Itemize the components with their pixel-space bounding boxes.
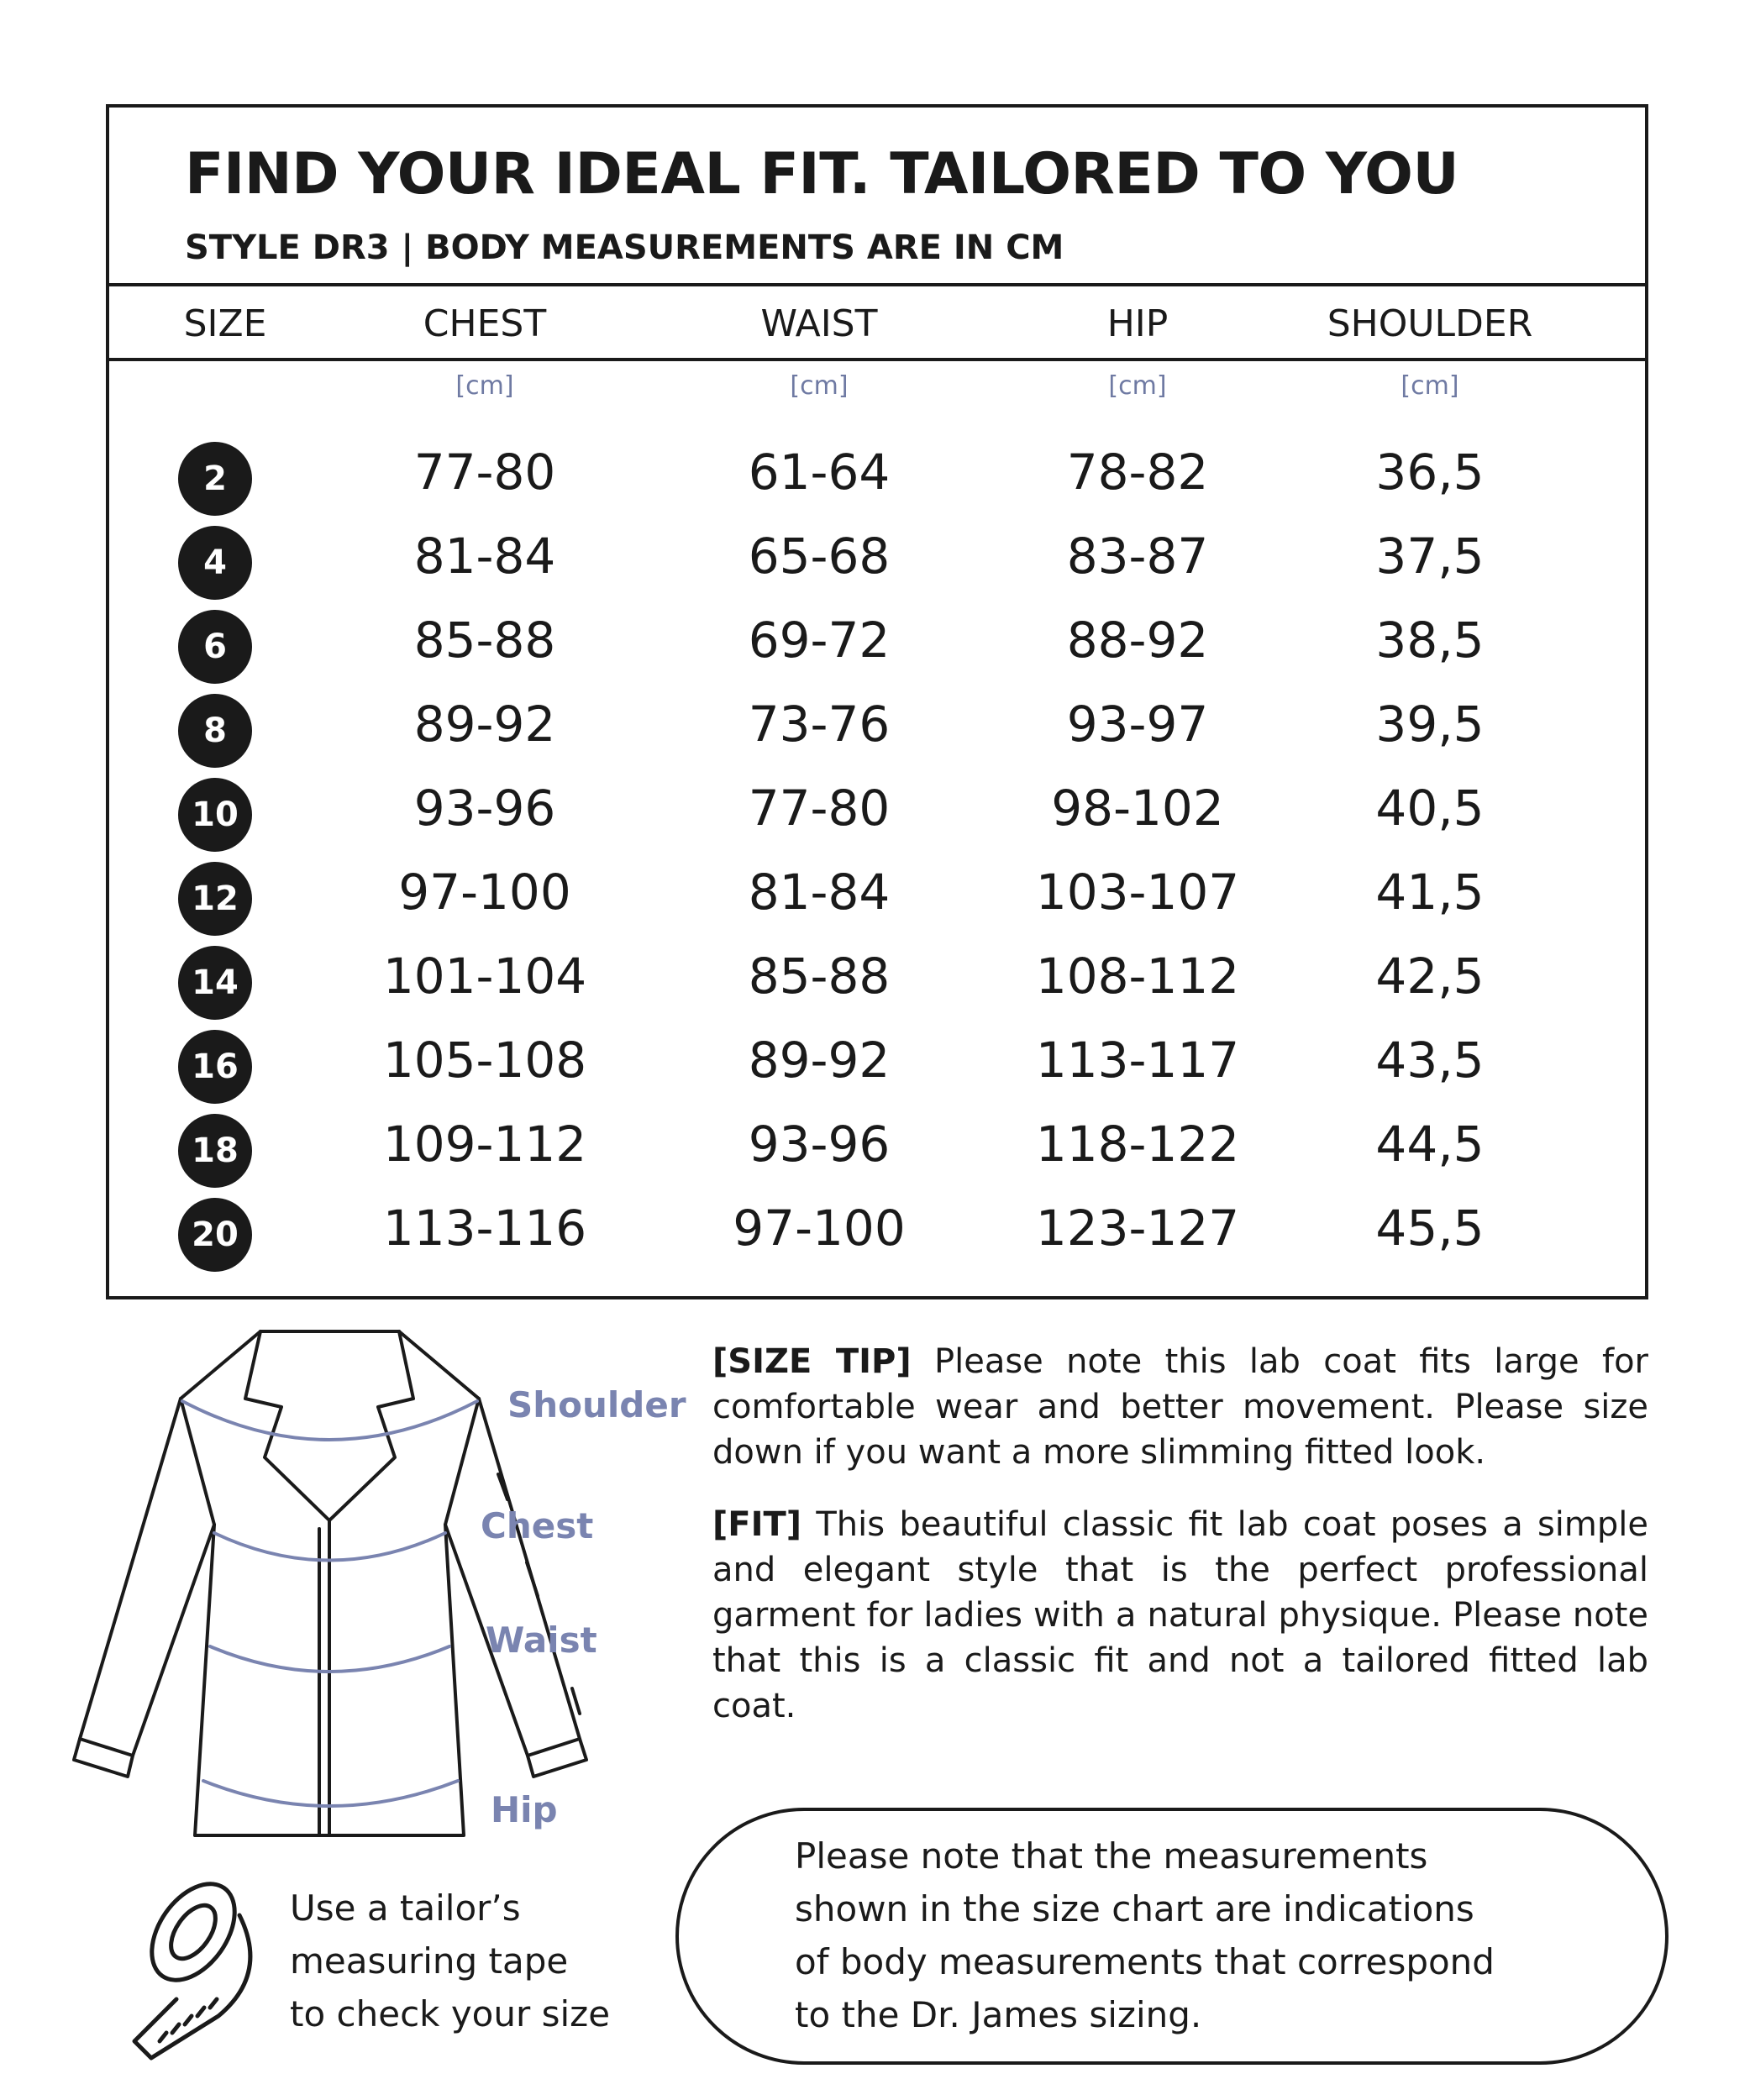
note-line: shown in the size chart are indications	[795, 1888, 1474, 1929]
waist-value: 65-68	[748, 528, 891, 585]
size-badge: 16	[178, 1030, 252, 1104]
shoulder-value: 41,5	[1375, 864, 1485, 921]
fit-text: This beautiful classic fit lab coat poses a simple and elegant style that is the perfect professional garment for ladies with a natural physique. Please note that this is a classic fit and not a tailored fitted lab coat.	[712, 1505, 1648, 1725]
label-hip: Hip	[491, 1789, 558, 1830]
chest-value: 77-80	[413, 444, 556, 501]
waist-value: 93-96	[748, 1116, 891, 1173]
header-divider-top	[106, 283, 1648, 286]
shoulder-value: 39,5	[1375, 696, 1485, 753]
unit-hip: [cm]	[1108, 371, 1167, 401]
table-row	[0, 852, 1750, 936]
table-row	[0, 600, 1750, 684]
table-row	[0, 1104, 1750, 1188]
size-badge: 12	[178, 862, 252, 936]
chest-value: 109-112	[382, 1116, 587, 1173]
waist-value: 77-80	[748, 780, 891, 837]
hip-value: 88-92	[1066, 612, 1209, 669]
chest-value: 101-104	[382, 948, 587, 1005]
shoulder-value: 42,5	[1375, 948, 1485, 1005]
size-badge: 4	[178, 526, 252, 600]
col-header-chest: CHEST	[423, 302, 547, 345]
hip-value: 78-82	[1066, 444, 1209, 501]
header-divider-bottom	[106, 358, 1648, 361]
size-tip-label: [SIZE TIP]	[712, 1342, 912, 1381]
waist-value: 97-100	[733, 1200, 906, 1257]
fit-label: [FIT]	[712, 1505, 802, 1544]
page-title: FIND YOUR IDEAL FIT. TAILORED TO YOU	[185, 141, 1459, 207]
hip-value: 123-127	[1035, 1200, 1240, 1257]
chest-value: 81-84	[413, 528, 556, 585]
chest-value: 105-108	[382, 1032, 587, 1089]
size-tip-paragraph	[712, 1339, 1648, 1475]
note-line: Please note that the measurements	[795, 1835, 1428, 1877]
unit-waist: [cm]	[790, 371, 849, 401]
label-waist: Waist	[486, 1620, 597, 1661]
table-row	[0, 516, 1750, 600]
table-row	[0, 1188, 1750, 1272]
shoulder-value: 40,5	[1375, 780, 1485, 837]
label-shoulder: Shoulder	[507, 1384, 686, 1425]
table-row	[0, 936, 1750, 1020]
tape-line: measuring tape	[290, 1940, 569, 1982]
tape-line: to check your size	[290, 1993, 611, 2034]
shoulder-value: 45,5	[1375, 1200, 1485, 1257]
waist-value: 69-72	[748, 612, 891, 669]
hip-value: 113-117	[1035, 1032, 1240, 1089]
col-header-size: SIZE	[183, 302, 267, 345]
chest-value: 97-100	[398, 864, 571, 921]
chest-value: 85-88	[413, 612, 556, 669]
shoulder-value: 37,5	[1375, 528, 1485, 585]
size-tip-text: Please note this lab coat fits large for comfortable wear and better movement. Please size down if you want a more slimming fitted look.	[712, 1342, 1648, 1472]
size-badge: 8	[178, 694, 252, 768]
note-text	[795, 1830, 1495, 2041]
size-badge: 6	[178, 610, 252, 684]
size-badge: 18	[178, 1114, 252, 1188]
hip-value: 118-122	[1035, 1116, 1240, 1173]
shoulder-measure-line	[182, 1401, 477, 1440]
note-line: of body measurements that correspond	[795, 1941, 1495, 1982]
col-header-waist: WAIST	[760, 302, 878, 345]
waist-value: 89-92	[748, 1032, 891, 1089]
table-row	[0, 432, 1750, 516]
chest-value: 93-96	[413, 780, 556, 837]
waist-value: 85-88	[748, 948, 891, 1005]
size-badge: 2	[178, 442, 252, 516]
chest-value: 89-92	[413, 696, 556, 753]
measuring-tape-icon	[126, 1873, 269, 2066]
unit-chest: [cm]	[455, 371, 514, 401]
shoulder-value: 38,5	[1375, 612, 1485, 669]
unit-shoulder: [cm]	[1401, 371, 1459, 401]
hip-value: 108-112	[1035, 948, 1240, 1005]
fit-paragraph	[712, 1502, 1648, 1729]
label-chest: Chest	[481, 1505, 594, 1546]
size-badge: 14	[178, 946, 252, 1020]
waist-value: 81-84	[748, 864, 891, 921]
size-badge: 10	[178, 778, 252, 852]
col-header-shoulder: SHOULDER	[1327, 302, 1533, 345]
hip-value: 98-102	[1051, 780, 1224, 837]
table-row	[0, 684, 1750, 768]
note-line: to the Dr. James sizing.	[795, 1994, 1202, 2035]
size-badge: 20	[178, 1198, 252, 1272]
chest-value: 113-116	[382, 1200, 587, 1257]
shoulder-value: 43,5	[1375, 1032, 1485, 1089]
hip-value: 93-97	[1066, 696, 1209, 753]
shoulder-value: 36,5	[1375, 444, 1485, 501]
hip-value: 83-87	[1066, 528, 1209, 585]
hip-value: 103-107	[1035, 864, 1240, 921]
table-row	[0, 1020, 1750, 1104]
tape-line: Use a tailor’s	[290, 1887, 521, 1929]
col-header-hip: HIP	[1106, 302, 1169, 345]
table-row	[0, 768, 1750, 852]
shoulder-value: 44,5	[1375, 1116, 1485, 1173]
tape-instructions	[290, 1882, 693, 2040]
waist-value: 61-64	[748, 444, 891, 501]
page-subtitle: STYLE DR3 | BODY MEASUREMENTS ARE IN CM	[185, 228, 1064, 267]
waist-value: 73-76	[748, 696, 891, 753]
